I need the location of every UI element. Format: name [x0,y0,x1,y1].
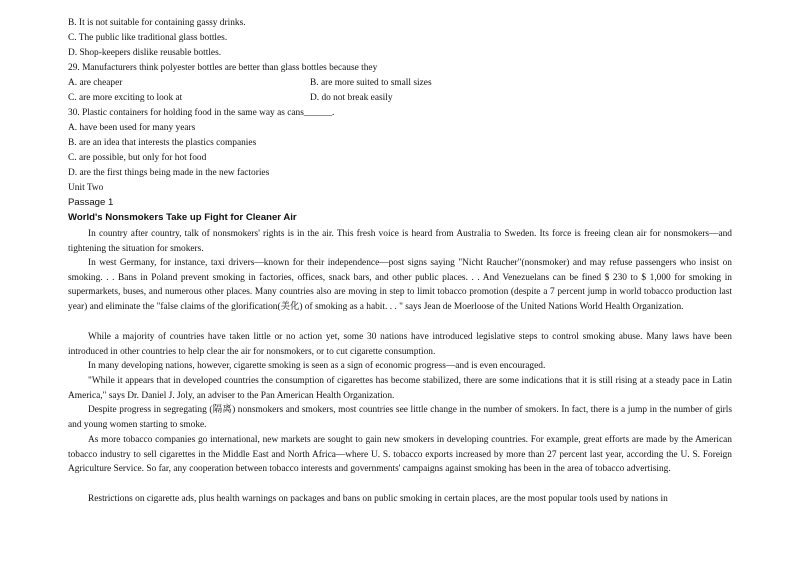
passage-heading: Passage 1 [68,197,114,208]
q30-option-a: A. have been used for many years [68,123,196,133]
question-29-stem: 29. Manufacturers think polyester bottles are better than glass bottles because they [68,63,378,73]
paragraph-2: In west Germany, for instance, taxi drivers—known for their independence—post signs saying "Nicht Raucher"(nonsmoker) and may refuse passengers who insist on smoking. . . Bans in Poland prevent smoking in factories, offices, snack bars, and other public places. . . And Venezuelans can be fined $ 230 to $ 1,000 for smoking in supermarkets, buses, and numerous other places. Many countries also are moving in step to limit tobacco promotion (despite a 7 percent jump in world tobacco production last year) and eliminate the "false claims of the glorification(美化) of smoking as a habit. . . " says Jean de Moerloose of the United Nations World Health Organization. [68,258,732,313]
q29-option-c: C. are more exciting to look at [68,93,183,103]
unit-heading: Unit Two [68,183,104,193]
q29-row-cd [68,92,393,104]
q29-option-d: D. do not break easily [310,93,393,103]
q29-option-b: B. are more suited to small sizes [310,78,432,88]
paragraph-8: Restrictions on cigarette ads, plus health warnings on packages and bans on public smoking in certain places, are the most popular tools used by nations in [88,494,668,504]
q29-row-ab [68,77,432,89]
paragraph-4: In many developing nations, however, cigarette smoking is seen as a sign of economic progress—and is even encouraged. [88,361,546,371]
paragraph-7: As more tobacco companies go international, new markets are sought to gain new smokers in developing countries. For example, great efforts are made by the American tobacco industry to sell cigarettes in the Middle East and North Africa—where U. S. tobacco exports increased by more than 27 percent last year, according the U. S. Foreign Agriculture Service. So far, any cooperation between tobacco interests and governments' campaigns against smoking has been in the area of tobacco advertising. [68,435,732,475]
q30-option-b: B. are an idea that interests the plastics companies [68,138,257,148]
paragraph-1: In country after country, talk of nonsmokers' rights is in the air. This fresh voice is heard from Australia to Sweden. Its force is freeing clean air for nonsmokers—and tightening the situation for smokers. [68,229,732,254]
option-b-q28: B. It is not suitable for containing gassy drinks. [68,18,246,28]
passage-title: World's Nonsmokers Take up Fight for Cleaner Air [68,212,297,223]
q29-option-a: A. are cheaper [68,78,123,88]
paragraph-6: Despite progress in segregating (隔离) nonsmokers and smokers, most countries see little change in the number of smokers. In fact, there is a jump in the number of girls and young women starting to smoke. [68,405,732,430]
option-c-q28: C. The public like traditional glass bottles. [68,33,228,43]
q30-option-c: C. are possible, but only for hot food [68,153,207,163]
paragraph-5: "While it appears that in developed countries the consumption of cigarettes has become stabilized, there are some indications that it is still rising at a steady pace in Latin America," says Dr. Daniel J. Joly, an adviser to the Pan American Health Organization. [68,376,732,401]
question-30-stem: 30. Plastic containers for holding food in the same way as cans______. [68,108,335,118]
paragraph-3: While a majority of countries have taken little or no action yet, some 30 nations have introduced legislative steps to control smoking abuse. Many laws have been introduced in other countries to help clear the air for nonsmokers, or to cut cigarette consumption. [68,332,732,357]
option-d-q28: D. Shop-keepers dislike reusable bottles. [68,48,222,58]
q30-option-d: D. are the first things being made in the new factories [68,168,270,178]
